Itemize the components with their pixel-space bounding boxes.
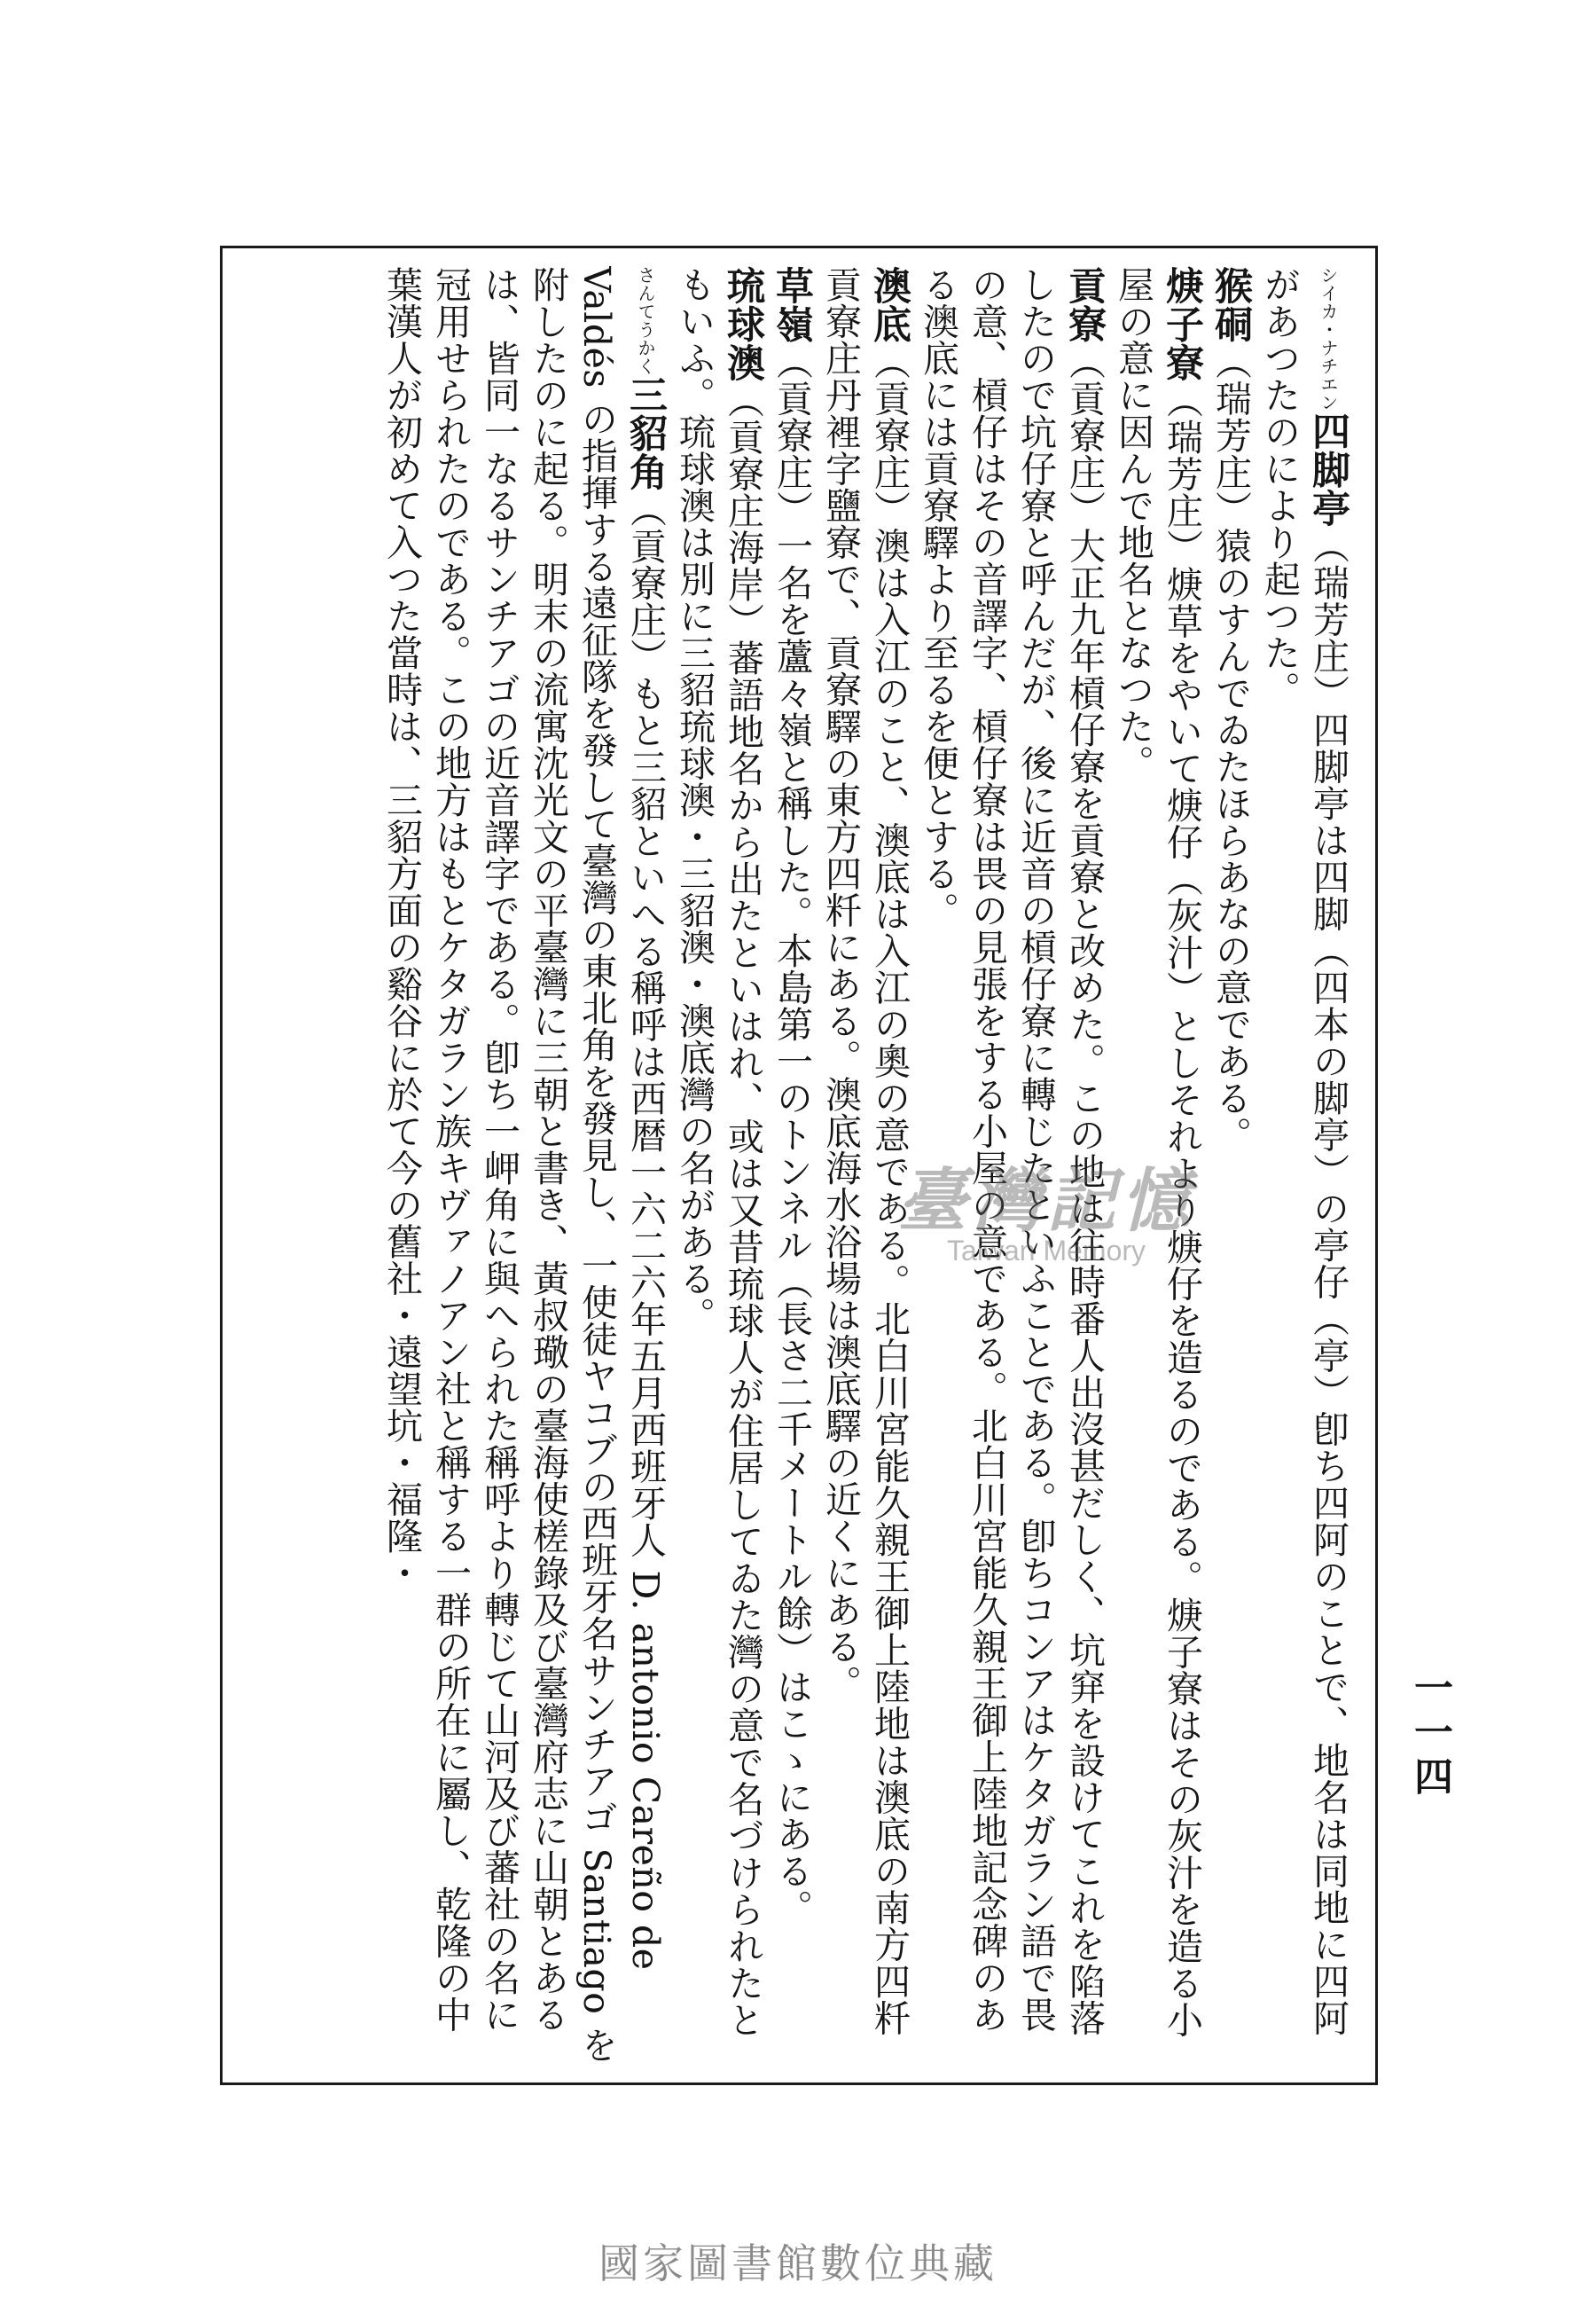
- watermark-logo-text: 臺灣記憶: [896, 1161, 1195, 1242]
- entry-ruby: シイカ・ナチエン: [1318, 266, 1339, 412]
- entry-text: （貢寮庄海岸）蕃語地名から出たといはれ、或は又昔琉球人が住居してゐた灣の意で名づけられたともいふ。琉球澳は別に三貂琉球澳・三貂澳・澳底灣の名がある。: [673, 266, 764, 2038]
- entry-term: 貢寮: [1062, 266, 1107, 343]
- entry-term: 四脚亭: [1306, 412, 1350, 528]
- watermark: [798, 1162, 1295, 1286]
- entry-text: （瑞芳庄）猿のすんでゐたほらあなの意である。: [1209, 343, 1252, 1153]
- entry-santiaojiao: [377, 266, 669, 2067]
- entry-ryukyuao: [669, 266, 767, 2067]
- entry-text: （貢寮庄）大正九年槓仔寮を貢寮と改めた。この地は往時番人出沒甚だしく、坑穽を設けてこれを陷落したので坑仔寮と呼んだが、後に近音の槓仔寮に轉じたといふことである。卽ちコンアはケタガラン語で畏の意、槓仔はその音譯字、槓仔寮は畏の見張をする小屋の意である。北白川宮能久親王御上陸地記念碑のある澳底には貢寮驛より至るを便とする。: [917, 266, 1106, 2036]
- entry-term: 猴硐: [1209, 266, 1253, 343]
- footer-credit: 國家圖書館數位典藏: [598, 2239, 998, 2287]
- entry-term: 澳底: [867, 266, 911, 343]
- entry-term: 草嶺: [770, 266, 814, 343]
- entry-text: （瑞芳庄）焿草をやいて焿仔（灰汁）としそれより焿仔を造るのである。焿子寮はその灰汁を造る小屋の意に因んで地名となつた。: [1112, 266, 1203, 2038]
- page-number: 一一四: [1407, 1667, 1452, 1800]
- entry-text: （貢寮庄）もと三貂といへる稱呼は西暦一六二六年五月西班牙人 D. antonio Careño de Valdés の指揮する遠征隊を發して臺灣の東北角を發見し、一使徒ヤコブの西班牙名サンチアゴ Santiago を附したのに起る。明末の流寓沈光文の平臺灣に三朝と書き、黃叔璥の臺海使槎錄及び臺灣府志に山朝とあるは、皆同一なるサンチアゴの近音譯字である。卽ち一岬角に與へられた稱呼より轉じて山河及び蕃社の名に冠用せられたのである。この地方はもとケタガラン族キヴァノアン社と稱する一群の所在に屬し、乾隆の中葉漢人が初めて入つた當時は、三貂方面の谿谷に於て今の舊社・遠望坑・福隆・: [380, 266, 667, 2064]
- entry-term: 琉球澳: [721, 266, 765, 382]
- entry-text: （貢寮庄）澳は入江のこと、澳底は入江の奧の意である。北白川宮能久親王御上陸地は澳底の南方四粁貢寮庄丹裡字鹽寮で、貢寮驛の東方四粁にある。澳底海水浴場は澳底驛の近くにある。: [819, 266, 911, 2036]
- entry-term: 三貂角: [623, 375, 668, 491]
- entry-text: （瑞芳庄）四脚亭は四脚（四本の脚亭）の亭仔（亭）卽ち四阿のことで、地名は同地に四阿があつたのにより起つた。: [1258, 266, 1350, 2036]
- watermark-logo-subtext: Taiwan Memory: [946, 1235, 1146, 1267]
- entry-ruby: さんてうかく: [635, 266, 656, 375]
- entry-term: 焿子寮: [1160, 266, 1204, 382]
- entry-text: （貢寮庄）一名を蘆々嶺と稱した。本島第一のトンネル（長さ二千メートル餘）はこゝにある。: [771, 343, 813, 1926]
